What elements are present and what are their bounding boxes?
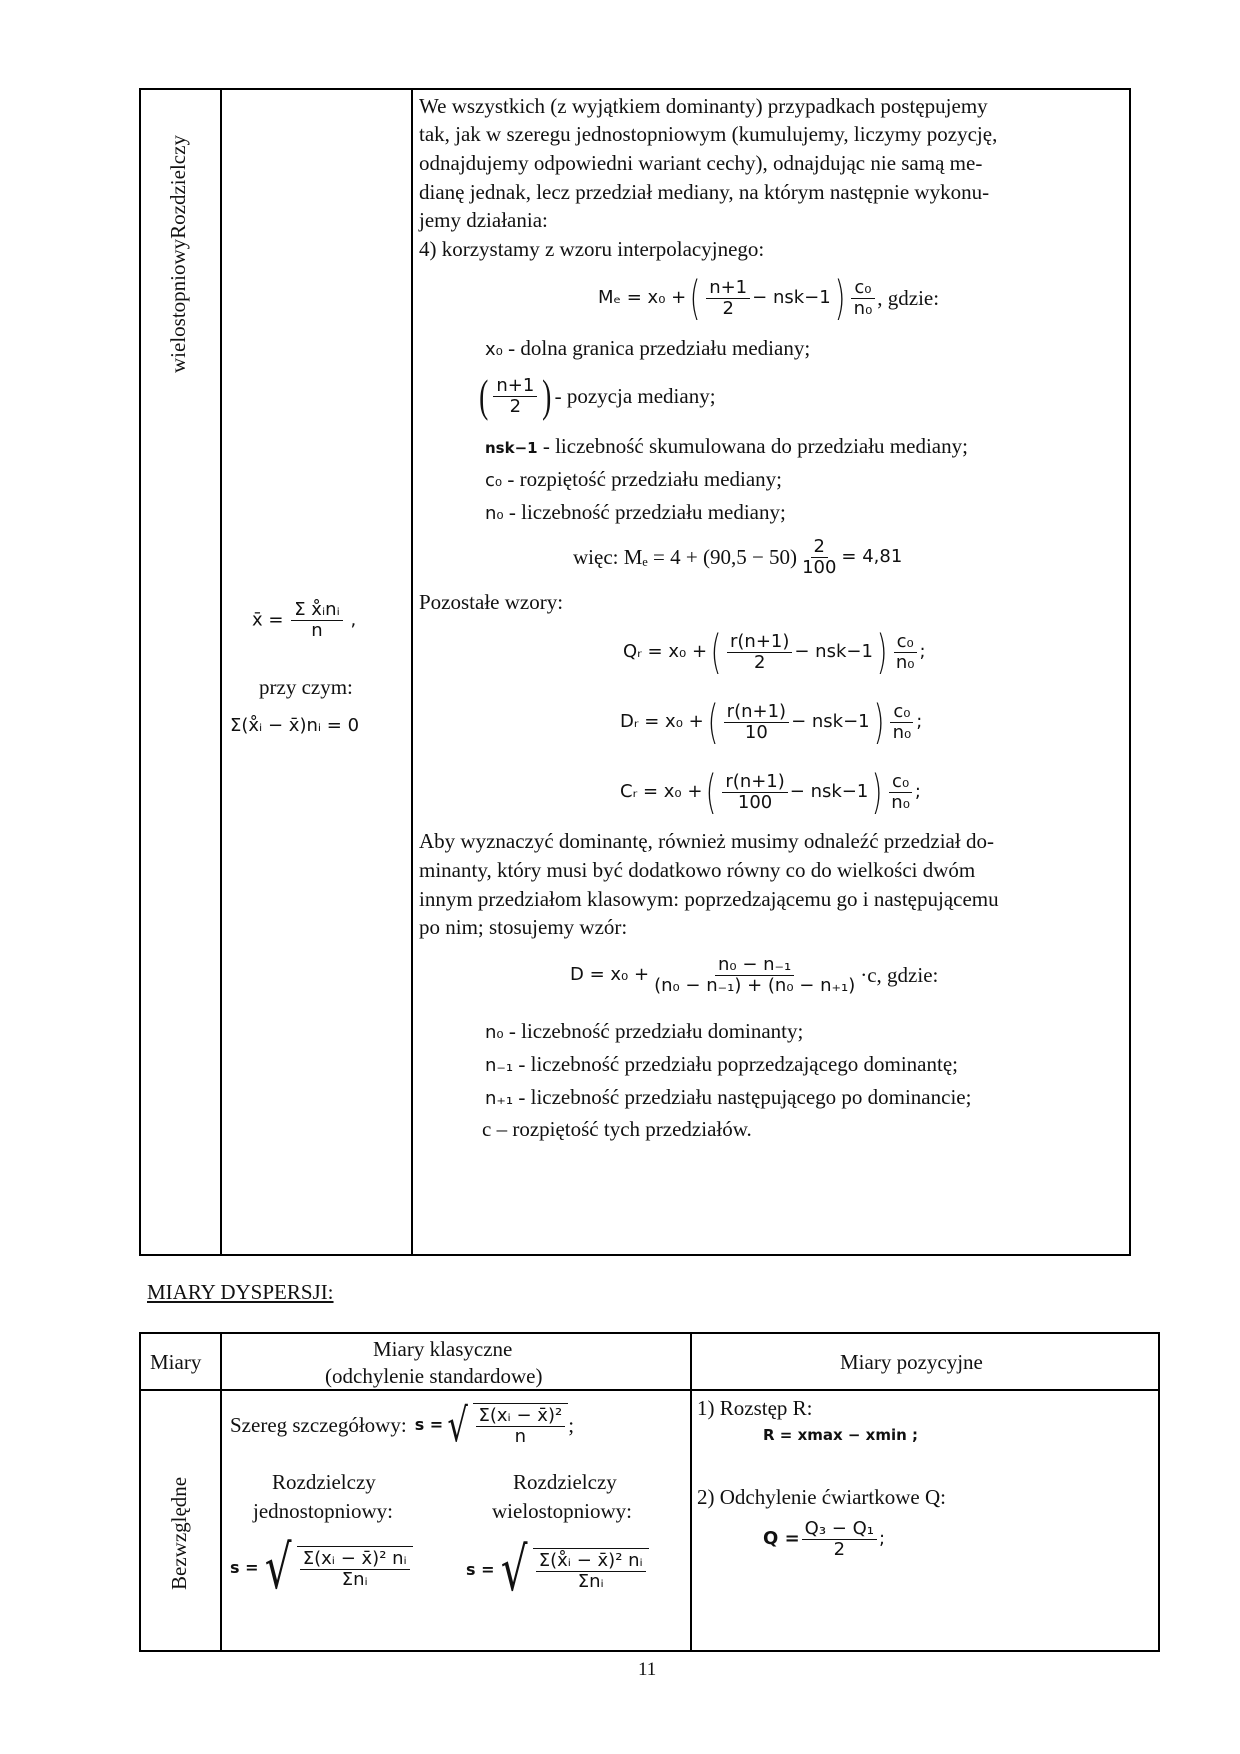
paren-close-icon: ) <box>542 370 552 421</box>
sqrt-icon: √ $\frac{\text{Σ(xᵢ − x̄)²}}{n}$ <box>443 1402 568 1448</box>
dispersion-table-border-right <box>1158 1332 1160 1652</box>
top-table-border-bottom <box>139 1254 1131 1256</box>
multi-step-formula <box>466 1530 649 1610</box>
paren-close-icon: ) <box>876 625 888 679</box>
legend-text: - liczebność przedziału dominanty; <box>503 1019 804 1043</box>
legend-symbol: c₀ <box>485 470 503 491</box>
fraction-numerator: r(n+1) <box>722 772 787 793</box>
legend-text: - liczebność przedziału poprzedzającego dominantę; <box>513 1052 958 1076</box>
formula-suffix: ; <box>914 781 921 802</box>
fraction-denominator: (n₀ − n₋₁) + (n₀ − n₊₁) <box>654 974 856 996</box>
intro-line-3: odnajdujemy odpowiedni wariant cechy), odnajdując nie samą me- <box>419 151 983 175</box>
formula-lhs: Cᵣ = x₀ + <box>620 781 703 802</box>
range-label: 1) Rozstęp R: <box>697 1396 813 1420</box>
quartile-formula <box>623 622 926 682</box>
top-table-divider-2 <box>411 88 413 1256</box>
dominant-legend-item <box>485 1050 958 1080</box>
paren-open-icon: ( <box>707 695 719 749</box>
legend-symbol: x₀ <box>485 339 503 360</box>
median-example <box>573 535 902 579</box>
intro-line-2: tak, jak w szeregu jednostopniowym (kumulujemy, liczymy pozycję, <box>419 122 998 146</box>
legend-text: - liczebność przedziału mediany; <box>503 500 786 524</box>
fraction-denominator: 100 <box>737 791 773 813</box>
dominant-line-2: minanty, który musi być dodatkowo równy co do wielkości dwóm <box>419 858 976 882</box>
fraction-numerator: c₀ <box>894 632 917 653</box>
formula-suffix: ·c, gdzie: <box>860 963 939 987</box>
top-table-border-right <box>1129 88 1131 1256</box>
paren-open-icon: ( <box>706 765 717 819</box>
formula-fraction <box>724 702 789 743</box>
step-4-label: 4) korzystamy z wzoru interpolacyjnego: <box>419 237 765 261</box>
dominant-line-1: Aby wyznaczyć dominantę, również musimy odnaleźć przedział do- <box>419 829 994 853</box>
header-classic-line1: Miary klasyczne <box>373 1337 513 1361</box>
top-table-border-top <box>139 88 1131 90</box>
dominant-legend-item <box>482 1115 752 1143</box>
fraction-denominator: n₀ <box>895 651 915 673</box>
mean-numerator: Σ x̊ᵢnᵢ <box>291 600 343 621</box>
fraction-denominator: 2 <box>753 651 766 673</box>
single-step-label-1: Rozdzielczy <box>272 1470 376 1494</box>
fraction-denominator: n₀ <box>892 721 912 743</box>
mean-fraction <box>291 600 343 641</box>
formula-minus: − nsk−1 <box>789 781 869 802</box>
legend-text: - dolna granica przedziału mediany; <box>502 336 811 360</box>
dominant-legend-item <box>485 1083 971 1113</box>
quartile-deviation-fraction <box>802 1519 877 1560</box>
range-formula: R = xmax − xmin ; <box>763 1426 919 1444</box>
dominant-formula <box>570 948 938 1002</box>
fraction-denominator: 2 <box>722 297 734 319</box>
dominant-line-4: po nim; stosujemy wzór: <box>419 915 628 939</box>
fraction-numerator: 2 <box>811 537 828 558</box>
median-lhs: Mₑ = x₀ + <box>598 287 687 308</box>
fraction-denominator: Σnᵢ <box>341 1569 368 1590</box>
dispersion-table-divider-2 <box>690 1332 692 1652</box>
formula-tail <box>888 772 913 813</box>
formula-lhs: s = <box>414 1415 444 1434</box>
legend-text: - liczebność przedziału następującego po dominancie; <box>513 1085 972 1109</box>
median-position-fraction <box>706 278 750 319</box>
intro-line-5: jemy działania: <box>419 208 548 232</box>
dominant-line-3: innym przedziałom klasowym: poprzedzającemu go i następującemu <box>419 887 999 911</box>
page-number: 11 <box>638 1659 657 1680</box>
quartile-deviation-label: 2) Odchylenie ćwiartkowe Q: <box>697 1485 946 1509</box>
fraction-denominator: n <box>514 1426 527 1447</box>
header-classic-line2: (odchylenie standardowe) <box>325 1364 543 1388</box>
formula-lhs: s = <box>230 1558 259 1577</box>
legend-text: - liczebność skumulowana do przedziału mediany; <box>537 434 968 458</box>
fraction-denominator: n₀ <box>853 297 873 319</box>
median-suffix: , gdzie: <box>877 286 940 310</box>
fraction-numerator: n₀ − n₋₁ <box>715 955 794 976</box>
condition-formula: Σ(x̊ᵢ − x̄)nᵢ = 0 <box>230 715 360 736</box>
fraction-numerator: r(n+1) <box>724 702 789 723</box>
paren-close-icon: ) <box>871 765 883 819</box>
formula-lhs: Q = <box>763 1528 800 1549</box>
formula-tail <box>893 632 918 673</box>
legend-symbol: n₀ <box>485 503 504 524</box>
fraction-numerator: Σ(x̊ᵢ − x̄)² nᵢ <box>536 1551 646 1572</box>
top-table-border-left <box>139 88 141 1256</box>
example-result: = 4,81 <box>841 546 903 567</box>
intro-line-4: dianę jednak, lecz przedział mediany, na którym następnie wykonu- <box>419 180 990 204</box>
dominant-legend-item <box>485 1017 803 1047</box>
fraction-numerator: Q₃ − Q₁ <box>802 1519 877 1540</box>
legend-text: - rozpiętość przedziału mediany; <box>502 467 783 491</box>
formula-suffix: ; <box>878 1528 886 1549</box>
legend-symbol: n₋₁ <box>485 1055 514 1076</box>
row-label-rozdzielczy-wielostopniowy: wielostopniowyRozdzielczy <box>166 135 190 373</box>
fraction-numerator: n+1 <box>706 278 750 299</box>
dispersion-table-divider-1 <box>220 1332 222 1652</box>
fraction-numerator: c₀ <box>889 772 912 793</box>
multi-step-label-2: wielostopniowy: <box>492 1499 632 1523</box>
paren-open-icon: ( <box>710 625 722 679</box>
single-step-formula <box>230 1528 413 1608</box>
fraction-numerator: c₀ <box>851 278 874 299</box>
intro-line-1: We wszystkich (z wyjątkiem dominanty) przypadkach postępujemy <box>419 94 988 118</box>
legend-symbol: c <box>482 1117 492 1141</box>
median-legend-item <box>476 368 716 424</box>
mean-denominator: n <box>311 620 323 641</box>
median-legend-item <box>485 432 968 462</box>
header-miary: Miary <box>150 1350 202 1374</box>
multi-step-label-1: Rozdzielczy <box>513 1470 617 1494</box>
section-heading: MIARY DYSPERSJI: <box>147 1280 334 1304</box>
legend-text: – rozpiętość tych przedziałów. <box>491 1117 752 1141</box>
other-formulas-label: Pozostałe wzory: <box>419 590 564 614</box>
median-legend-item <box>485 334 810 364</box>
dispersion-table-border-top <box>139 1332 1160 1334</box>
legend-text: - pozycja mediany; <box>554 384 716 408</box>
formula-fraction <box>727 632 792 673</box>
formula-fraction <box>722 772 787 813</box>
legend-symbol: n₊₁ <box>485 1088 514 1109</box>
fraction-numerator: r(n+1) <box>727 632 792 653</box>
median-minus-term: − nsk−1 <box>752 287 831 308</box>
row-label-bezwzgledne: Bezwzględne <box>167 1476 191 1590</box>
median-formula <box>598 268 939 328</box>
fraction-denominator: 10 <box>744 721 768 743</box>
formula-suffix: ; <box>568 1413 575 1437</box>
dispersion-table-border-left <box>139 1332 141 1652</box>
header-positional: Miary pozycyjne <box>840 1350 983 1374</box>
dispersion-table-header-divider <box>139 1389 1160 1391</box>
fraction-numerator: Σ(xᵢ − x̄)² nᵢ <box>300 1549 410 1570</box>
dominant-fraction <box>651 955 858 996</box>
mean-lhs: x̄ = <box>252 609 284 631</box>
fraction-denominator: n₀ <box>891 791 910 813</box>
centile-formula <box>620 762 921 822</box>
position-fraction: $\frac{n+1}{2}$ <box>493 376 537 417</box>
formula-lhs: Dᵣ = x₀ + <box>620 711 704 732</box>
paren-close-icon: ) <box>834 271 846 325</box>
fraction-denominator: 2 <box>833 1538 846 1560</box>
example-prefix: więc: Mₑ = 4 + (90,5 − 50) <box>573 545 798 569</box>
fraction-denominator: Σnᵢ <box>577 1571 604 1592</box>
fraction-numerator: Σ(xᵢ − x̄)² <box>476 1406 566 1427</box>
paren-close-icon: ) <box>873 695 884 749</box>
mean-formula <box>252 600 356 641</box>
legend-symbol: n₀ <box>485 1022 504 1043</box>
detailed-label: Szereg szczegółowy: <box>230 1413 407 1437</box>
sqrt-icon: √ $\frac{\text{Σ(xᵢ − x̄)² nᵢ}}{\text{Σnᵢ}}$ <box>259 1545 413 1591</box>
dispersion-table-border-bottom <box>139 1650 1160 1652</box>
formula-lhs: s = <box>466 1560 495 1579</box>
legend-symbol: nsk−1 <box>485 439 538 457</box>
median-tail-fraction <box>851 278 876 319</box>
formula-lhs: D = x₀ + <box>570 964 650 985</box>
formula-lhs: Qᵣ = x₀ + <box>623 641 708 662</box>
quartile-deviation-formula <box>763 1513 885 1565</box>
formula-minus: − nsk−1 <box>791 711 870 732</box>
condition-label: przy czym: <box>259 675 353 699</box>
decile-formula <box>620 692 922 752</box>
formula-suffix: ; <box>916 711 923 732</box>
example-fraction <box>799 537 839 578</box>
formula-tail <box>890 702 915 743</box>
single-step-label-2: jednostopniowy: <box>253 1499 393 1523</box>
fraction-numerator: c₀ <box>890 702 913 723</box>
paren-open-icon: ( <box>689 271 701 325</box>
median-legend-item <box>485 465 782 495</box>
formula-suffix: ; <box>919 641 926 662</box>
paren-open-icon: ( <box>479 370 489 421</box>
sqrt-icon: √ $\frac{\text{Σ(x̊ᵢ − x̄)² nᵢ}}{\text{Σnᵢ}}$ <box>495 1547 649 1593</box>
mean-suffix: , <box>350 609 357 631</box>
formula-minus: − nsk−1 <box>794 641 873 662</box>
top-table-divider-1 <box>220 88 222 1256</box>
fraction-denominator: 100 <box>802 556 837 578</box>
detailed-series-formula <box>230 1395 574 1455</box>
median-legend-item <box>485 498 786 528</box>
